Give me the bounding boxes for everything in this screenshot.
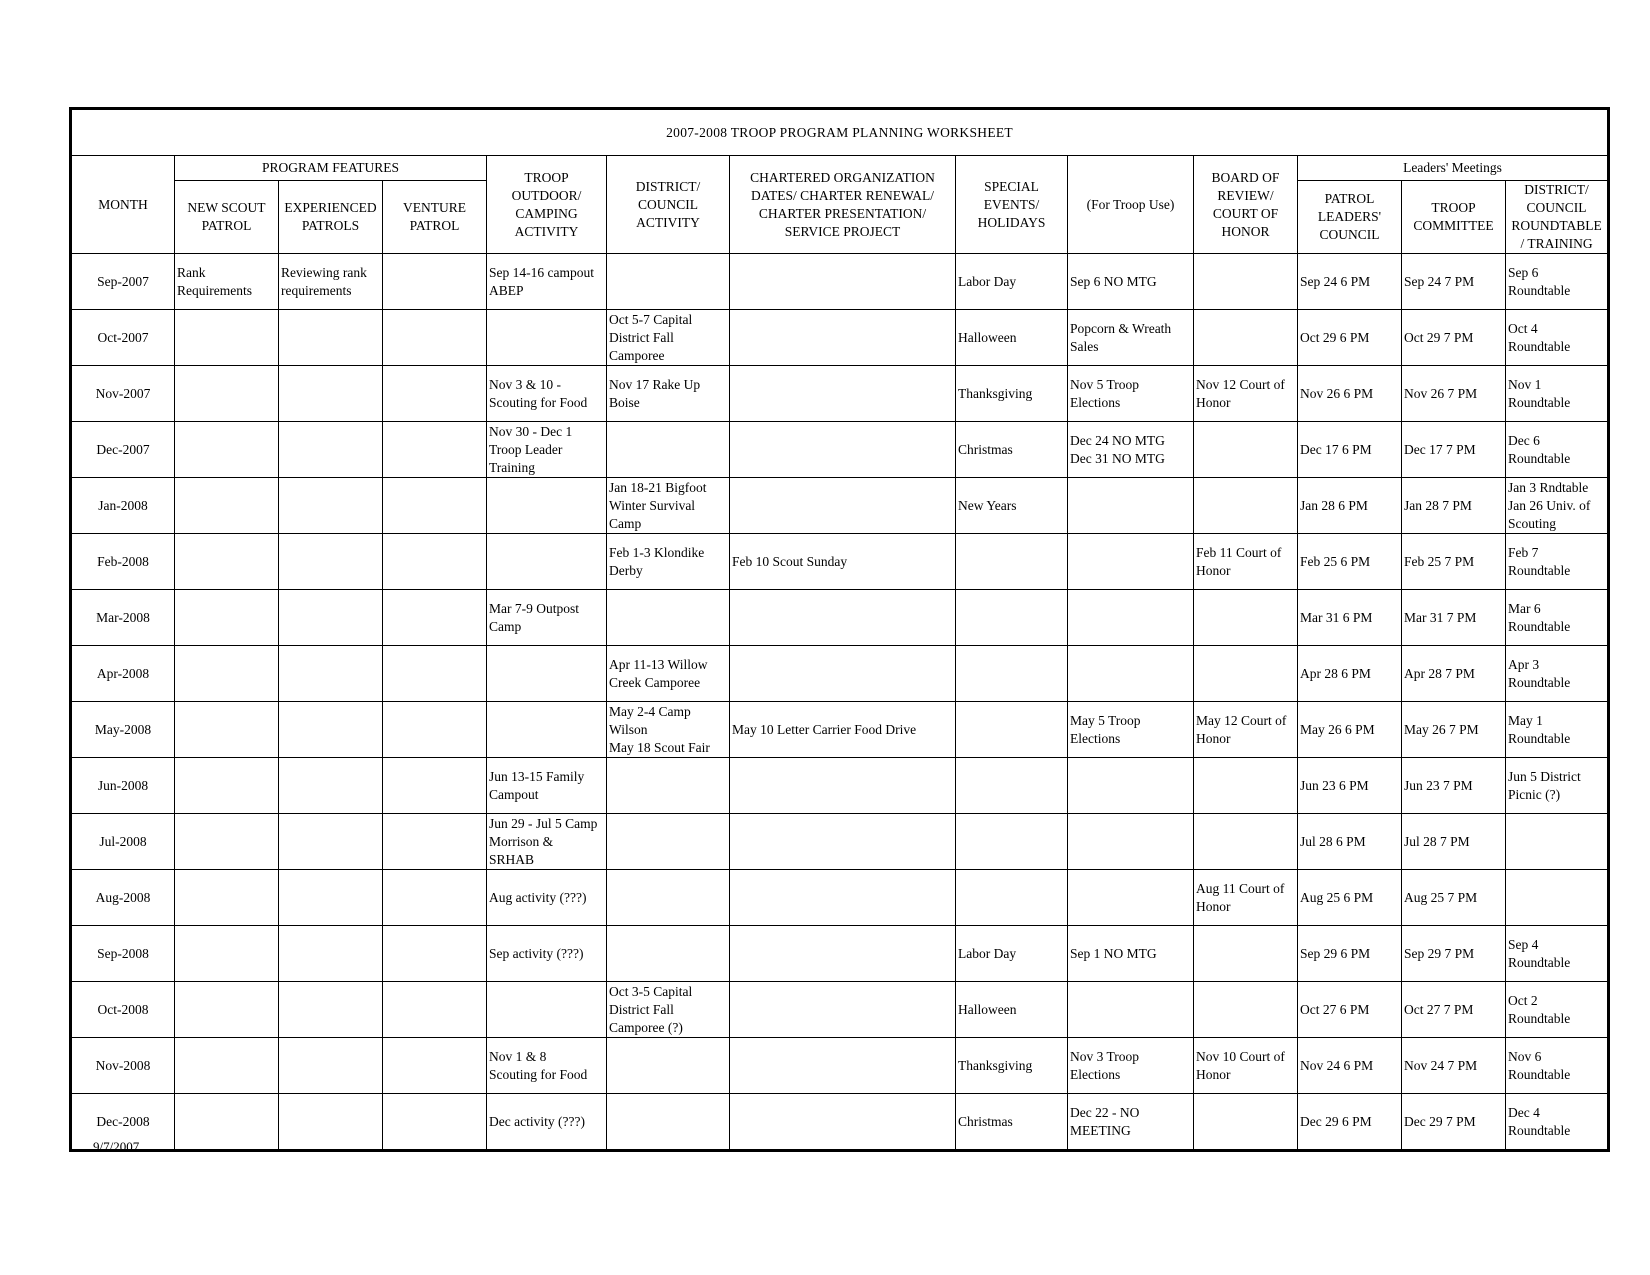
chartered-cell (730, 590, 956, 646)
committee-cell: Feb 25 7 PM (1402, 534, 1506, 590)
chartered-cell: May 10 Letter Carrier Food Drive (730, 702, 956, 758)
venture-cell (383, 870, 487, 926)
board-cell (1194, 254, 1298, 310)
new-scout-cell (175, 758, 279, 814)
plc-cell: Nov 26 6 PM (1298, 366, 1402, 422)
new-scout-cell (175, 926, 279, 982)
experienced-cell (279, 590, 383, 646)
plc-cell: Dec 29 6 PM (1298, 1094, 1402, 1150)
district-cell: Oct 3-5 Capital District Fall Camporee (?) (607, 982, 730, 1038)
chartered-cell (730, 366, 956, 422)
troop-use-cell (1068, 534, 1194, 590)
troop-use-cell (1068, 870, 1194, 926)
district-cell: Jan 18-21 Bigfoot Winter Survival Camp (607, 478, 730, 534)
table-row (72, 366, 1608, 422)
chartered-cell (730, 478, 956, 534)
experienced-cell (279, 310, 383, 366)
planning-table (71, 109, 1608, 1150)
chartered-cell (730, 310, 956, 366)
new-scout-cell (175, 870, 279, 926)
special-events-cell: Christmas (956, 422, 1068, 478)
roundtable-cell: Nov 6 Roundtable (1506, 1038, 1608, 1094)
district-cell (607, 1094, 730, 1150)
experienced-cell (279, 646, 383, 702)
header-troop-use: (For Troop Use) (1068, 156, 1194, 254)
outdoor-cell: Sep activity (???) (487, 926, 607, 982)
venture-cell (383, 534, 487, 590)
chartered-cell (730, 422, 956, 478)
venture-cell (383, 982, 487, 1038)
special-events-cell: Halloween (956, 310, 1068, 366)
troop-use-cell (1068, 590, 1194, 646)
new-scout-cell (175, 590, 279, 646)
outdoor-cell: Nov 30 - Dec 1 Troop Leader Training (487, 422, 607, 478)
new-scout-cell (175, 1094, 279, 1150)
outdoor-cell: Dec activity (???) (487, 1094, 607, 1150)
experienced-cell (279, 1094, 383, 1150)
troop-use-cell: Nov 3 Troop Elections (1068, 1038, 1194, 1094)
experienced-cell (279, 982, 383, 1038)
experienced-cell (279, 814, 383, 870)
committee-cell: May 26 7 PM (1402, 702, 1506, 758)
chartered-cell (730, 254, 956, 310)
experienced-cell (279, 534, 383, 590)
district-cell: May 2-4 Camp Wilson May 18 Scout Fair (607, 702, 730, 758)
new-scout-cell (175, 1038, 279, 1094)
chartered-cell (730, 758, 956, 814)
chartered-cell (730, 926, 956, 982)
special-events-cell: Thanksgiving (956, 366, 1068, 422)
new-scout-cell: Rank Requirements (175, 254, 279, 310)
new-scout-cell (175, 478, 279, 534)
special-events-cell: Labor Day (956, 926, 1068, 982)
special-events-cell (956, 814, 1068, 870)
district-cell (607, 1038, 730, 1094)
month-cell: Jul-2008 (72, 814, 175, 870)
month-cell: Jun-2008 (72, 758, 175, 814)
board-cell (1194, 646, 1298, 702)
venture-cell (383, 1094, 487, 1150)
outdoor-cell: Mar 7-9 Outpost Camp (487, 590, 607, 646)
plc-cell: Oct 29 6 PM (1298, 310, 1402, 366)
venture-cell (383, 702, 487, 758)
chartered-cell: Feb 10 Scout Sunday (730, 534, 956, 590)
board-cell: Nov 10 Court of Honor (1194, 1038, 1298, 1094)
special-events-cell: Labor Day (956, 254, 1068, 310)
month-cell: May-2008 (72, 702, 175, 758)
header-month: MONTH (72, 156, 175, 254)
committee-cell: Mar 31 7 PM (1402, 590, 1506, 646)
plc-cell: Aug 25 6 PM (1298, 870, 1402, 926)
table-row (72, 814, 1608, 870)
venture-cell (383, 478, 487, 534)
experienced-cell (279, 758, 383, 814)
board-cell (1194, 478, 1298, 534)
header-chartered-org: CHARTERED ORGANIZATION DATES/ CHARTER RENEWAL/ CHARTER PRESENTATION/ SERVICE PROJECT (730, 156, 956, 254)
troop-use-cell (1068, 982, 1194, 1038)
month-cell: Mar-2008 (72, 590, 175, 646)
committee-cell: Jul 28 7 PM (1402, 814, 1506, 870)
committee-cell: Aug 25 7 PM (1402, 870, 1506, 926)
experienced-cell (279, 1038, 383, 1094)
header-experienced-patrols: EXPERIENCED PATROLS (279, 181, 383, 254)
committee-cell: Sep 29 7 PM (1402, 926, 1506, 982)
experienced-cell (279, 926, 383, 982)
table-row (72, 310, 1608, 366)
board-cell (1194, 758, 1298, 814)
outdoor-cell (487, 310, 607, 366)
district-cell (607, 814, 730, 870)
special-events-cell (956, 758, 1068, 814)
venture-cell (383, 926, 487, 982)
roundtable-cell: Dec 4 Roundtable (1506, 1094, 1608, 1150)
experienced-cell (279, 702, 383, 758)
table-row (72, 870, 1608, 926)
experienced-cell (279, 422, 383, 478)
roundtable-cell: Feb 7 Roundtable (1506, 534, 1608, 590)
header-venture-patrol: VENTURE PATROL (383, 181, 487, 254)
outdoor-cell (487, 534, 607, 590)
outdoor-cell (487, 702, 607, 758)
committee-cell: Apr 28 7 PM (1402, 646, 1506, 702)
board-cell (1194, 814, 1298, 870)
table-row (72, 1094, 1608, 1150)
district-cell (607, 758, 730, 814)
district-cell: Apr 11-13 Willow Creek Camporee (607, 646, 730, 702)
board-cell (1194, 422, 1298, 478)
roundtable-cell: Dec 6 Roundtable (1506, 422, 1608, 478)
table-row (72, 1038, 1608, 1094)
venture-cell (383, 366, 487, 422)
troop-use-cell: Nov 5 Troop Elections (1068, 366, 1194, 422)
month-cell: Jan-2008 (72, 478, 175, 534)
roundtable-cell: Sep 6 Roundtable (1506, 254, 1608, 310)
outdoor-cell: Sep 14-16 campout ABEP (487, 254, 607, 310)
special-events-cell: Thanksgiving (956, 1038, 1068, 1094)
outdoor-cell (487, 646, 607, 702)
table-row (72, 758, 1608, 814)
venture-cell (383, 422, 487, 478)
new-scout-cell (175, 310, 279, 366)
venture-cell (383, 758, 487, 814)
table-row (72, 702, 1608, 758)
special-events-cell (956, 646, 1068, 702)
outdoor-cell: Jun 29 - Jul 5 Camp Morrison & SRHAB (487, 814, 607, 870)
plc-cell: Feb 25 6 PM (1298, 534, 1402, 590)
district-cell: Oct 5-7 Capital District Fall Camporee (607, 310, 730, 366)
troop-use-cell (1068, 646, 1194, 702)
outdoor-cell: Jun 13-15 Family Campout (487, 758, 607, 814)
special-events-cell (956, 870, 1068, 926)
new-scout-cell (175, 422, 279, 478)
outdoor-cell (487, 982, 607, 1038)
board-cell: Feb 11 Court of Honor (1194, 534, 1298, 590)
troop-use-cell: Dec 24 NO MTG Dec 31 NO MTG (1068, 422, 1194, 478)
table-row (72, 926, 1608, 982)
header-district-roundtable: DISTRICT/ COUNCIL ROUNDTABLE / TRAINING (1506, 181, 1608, 254)
roundtable-cell: Mar 6 Roundtable (1506, 590, 1608, 646)
committee-cell: Dec 17 7 PM (1402, 422, 1506, 478)
new-scout-cell (175, 702, 279, 758)
troop-use-cell: Sep 1 NO MTG (1068, 926, 1194, 982)
committee-cell: Oct 27 7 PM (1402, 982, 1506, 1038)
month-cell: Dec-2007 (72, 422, 175, 478)
special-events-cell (956, 590, 1068, 646)
header-troop-outdoor: TROOP OUTDOOR/ CAMPING ACTIVITY (487, 156, 607, 254)
committee-cell: Jun 23 7 PM (1402, 758, 1506, 814)
header-new-scout-patrol: NEW SCOUT PATROL (175, 181, 279, 254)
outdoor-cell: Nov 1 & 8 Scouting for Food (487, 1038, 607, 1094)
footnote-date: 9/7/2007 (93, 1139, 140, 1154)
committee-cell: Dec 29 7 PM (1402, 1094, 1506, 1150)
plc-cell: Apr 28 6 PM (1298, 646, 1402, 702)
venture-cell (383, 646, 487, 702)
new-scout-cell (175, 534, 279, 590)
committee-cell: Oct 29 7 PM (1402, 310, 1506, 366)
troop-use-cell: Popcorn & Wreath Sales (1068, 310, 1194, 366)
plc-cell: Jun 23 6 PM (1298, 758, 1402, 814)
month-cell: Dec-2008 (72, 1094, 175, 1150)
month-cell: Aug-2008 (72, 870, 175, 926)
district-cell (607, 254, 730, 310)
board-cell (1194, 590, 1298, 646)
committee-cell: Nov 24 7 PM (1402, 1038, 1506, 1094)
table-row (72, 590, 1608, 646)
troop-use-cell: Sep 6 NO MTG (1068, 254, 1194, 310)
venture-cell (383, 590, 487, 646)
new-scout-cell (175, 646, 279, 702)
special-events-cell: Halloween (956, 982, 1068, 1038)
special-events-cell (956, 702, 1068, 758)
chartered-cell (730, 1094, 956, 1150)
experienced-cell (279, 366, 383, 422)
plc-cell: Dec 17 6 PM (1298, 422, 1402, 478)
month-cell: Nov-2007 (72, 366, 175, 422)
month-cell: Feb-2008 (72, 534, 175, 590)
month-cell: Apr-2008 (72, 646, 175, 702)
board-cell: Nov 12 Court of Honor (1194, 366, 1298, 422)
roundtable-cell (1506, 870, 1608, 926)
plc-cell: Jan 28 6 PM (1298, 478, 1402, 534)
special-events-cell (956, 534, 1068, 590)
board-cell: May 12 Court of Honor (1194, 702, 1298, 758)
venture-cell (383, 1038, 487, 1094)
header-leaders-meetings: Leaders' Meetings (1298, 156, 1608, 181)
roundtable-cell (1506, 814, 1608, 870)
worksheet (69, 107, 1610, 1152)
roundtable-cell: Oct 4 Roundtable (1506, 310, 1608, 366)
special-events-cell: New Years (956, 478, 1068, 534)
chartered-cell (730, 1038, 956, 1094)
new-scout-cell (175, 814, 279, 870)
table-row (72, 534, 1608, 590)
board-cell (1194, 926, 1298, 982)
outdoor-cell: Nov 3 & 10 - Scouting for Food (487, 366, 607, 422)
plc-cell: Sep 29 6 PM (1298, 926, 1402, 982)
board-cell: Aug 11 Court of Honor (1194, 870, 1298, 926)
plc-cell: Mar 31 6 PM (1298, 590, 1402, 646)
committee-cell: Jan 28 7 PM (1402, 478, 1506, 534)
plc-cell: Jul 28 6 PM (1298, 814, 1402, 870)
district-cell (607, 870, 730, 926)
page-title: 2007-2008 TROOP PROGRAM PLANNING WORKSHEET (72, 110, 1608, 156)
chartered-cell (730, 646, 956, 702)
board-cell (1194, 982, 1298, 1038)
outdoor-cell (487, 478, 607, 534)
new-scout-cell (175, 366, 279, 422)
roundtable-cell: May 1 Roundtable (1506, 702, 1608, 758)
special-events-cell: Christmas (956, 1094, 1068, 1150)
experienced-cell (279, 478, 383, 534)
venture-cell (383, 814, 487, 870)
table-row (72, 478, 1608, 534)
header-special-events: SPECIAL EVENTS/ HOLIDAYS (956, 156, 1068, 254)
roundtable-cell: Oct 2 Roundtable (1506, 982, 1608, 1038)
table-row (72, 422, 1608, 478)
board-cell (1194, 1094, 1298, 1150)
month-cell: Sep-2008 (72, 926, 175, 982)
troop-use-cell (1068, 814, 1194, 870)
board-cell (1194, 310, 1298, 366)
district-cell (607, 926, 730, 982)
roundtable-cell: Sep 4 Roundtable (1506, 926, 1608, 982)
roundtable-cell: Apr 3 Roundtable (1506, 646, 1608, 702)
chartered-cell (730, 814, 956, 870)
troop-use-cell: May 5 Troop Elections (1068, 702, 1194, 758)
district-cell (607, 422, 730, 478)
header-district-council: DISTRICT/ COUNCIL ACTIVITY (607, 156, 730, 254)
new-scout-cell (175, 982, 279, 1038)
table-row (72, 646, 1608, 702)
header-board-of-review: BOARD OF REVIEW/ COURT OF HONOR (1194, 156, 1298, 254)
roundtable-cell: Nov 1 Roundtable (1506, 366, 1608, 422)
roundtable-cell: Jun 5 District Picnic (?) (1506, 758, 1608, 814)
month-cell: Sep-2007 (72, 254, 175, 310)
month-cell: Oct-2007 (72, 310, 175, 366)
committee-cell: Sep 24 7 PM (1402, 254, 1506, 310)
month-cell: Oct-2008 (72, 982, 175, 1038)
table-row (72, 254, 1608, 310)
plc-cell: Sep 24 6 PM (1298, 254, 1402, 310)
experienced-cell (279, 870, 383, 926)
table-row (72, 982, 1608, 1038)
district-cell: Feb 1-3 Klondike Derby (607, 534, 730, 590)
district-cell: Nov 17 Rake Up Boise (607, 366, 730, 422)
plc-cell: Nov 24 6 PM (1298, 1038, 1402, 1094)
chartered-cell (730, 870, 956, 926)
table-body (72, 254, 1608, 1150)
header-troop-committee: TROOP COMMITTEE (1402, 181, 1506, 254)
plc-cell: May 26 6 PM (1298, 702, 1402, 758)
venture-cell (383, 310, 487, 366)
plc-cell: Oct 27 6 PM (1298, 982, 1402, 1038)
troop-use-cell: Dec 22 - NO MEETING (1068, 1094, 1194, 1150)
header-plc: PATROL LEADERS' COUNCIL (1298, 181, 1402, 254)
header-program-features: PROGRAM FEATURES (175, 156, 487, 181)
outdoor-cell: Aug activity (???) (487, 870, 607, 926)
chartered-cell (730, 982, 956, 1038)
troop-use-cell (1068, 758, 1194, 814)
troop-use-cell (1068, 478, 1194, 534)
district-cell (607, 590, 730, 646)
venture-cell (383, 254, 487, 310)
committee-cell: Nov 26 7 PM (1402, 366, 1506, 422)
month-cell: Nov-2008 (72, 1038, 175, 1094)
experienced-cell: Reviewing rank requirements (279, 254, 383, 310)
roundtable-cell: Jan 3 Rndtable Jan 26 Univ. of Scouting (1506, 478, 1608, 534)
